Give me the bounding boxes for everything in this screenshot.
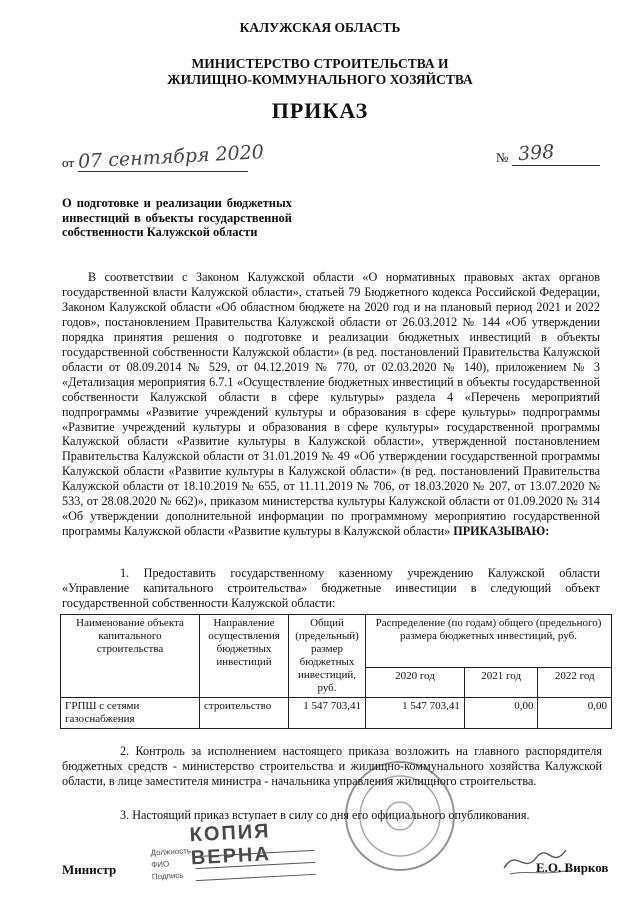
document-title: ПРИКАЗ xyxy=(271,98,369,123)
cell-2020: 1 547 703,41 xyxy=(366,698,465,729)
preamble-action: ПРИКАЗЫВАЮ: xyxy=(453,524,550,539)
number-prefix: № xyxy=(496,150,509,165)
preamble-text: В соответствии с Законом Калужской области «О нормативных правовых актах органов государственной власти Калужской области», статьей 79 Бюджетного кодекса Российской Федерации, Законом Калужской области «Об областном бюджете на 2020 год и на плановый период 2021 и 2022 годов», постановлением Правительства Калужской области от 26.03.2012 № 144 «Об утверждении порядка принятия решения о подготовке и реализации бюджетных инвестиций в объекты государственной собственности Калужской области» (в ред. постановлений Правительства Калужской области от 08.09.2014 № 529, от 04.12.2019 № 770, от 02.03.2020 № 140), приложением № 3 «Детализация мероприятия 6.7.1 «Осуществление бюджетных инвестиций в объекты государственной собственности Калужской области в сфере культуры» раздела 4 «Перечень мероприятий подпрограммы «Развитие учреждений культуры и образования в сфере культуры» подпрограммы «Развитие учреждений культуры и образования в сфере культуры» государственной программы Калужской области «Развитие культуры в Калужской области», утвержденной постановлением Правительства Калужской области от 31.01.2019 № 49 «Об утверждении государственной программы Калужской области «Развитие культуры в Калужской области» (в ред. постановлений Правительства Калужской области от 18.10.2019 № 655, от 11.11.2019 № 706, от 18.03.2020 № 207, от 13.07.2020 № 533, от 28.08.2020 № 662)», приказом министерства культуры Калужской области от 01.09.2020 № 314 «Об утверждении дополнительной информации по программному мероприятию государственной программы Калужской области «Развитие культуры в Калужской области» xyxy=(62,270,600,539)
stamp-line xyxy=(196,874,316,881)
stamp-row-name: ФИО xyxy=(150,859,170,870)
round-seal-icon xyxy=(330,756,470,876)
header-year-2022: 2022 год xyxy=(538,667,612,698)
stamp-row-position: Должность xyxy=(150,846,192,858)
header-year-2021: 2021 год xyxy=(464,667,538,698)
region-heading: КАЛУЖСКАЯ ОБЛАСТЬ xyxy=(239,20,401,35)
cell-2022: 0,00 xyxy=(538,698,612,729)
cell-object: ГРПШ с сетями газоснабжения xyxy=(61,698,200,729)
ministry-heading xyxy=(0,56,640,88)
header-distribution: Распределение (по годам) общего (предельного) размера бюджетных инвестиций, руб. xyxy=(366,615,612,668)
header-total: Общий (предельный) размер бюджетных инвестиций, руб. xyxy=(289,615,366,698)
number-underline xyxy=(512,165,600,166)
date-prefix: от xyxy=(62,155,75,170)
handwritten-number: 398 xyxy=(517,140,555,166)
item-2: 2. Контроль за исполнением настоящего приказа возложить на главного распорядителя бюджетных средств - министерство строительства и жилищно-коммунального хозяйства Калужской области, в лице заместителя министра - начальника управления жилищного строительства. xyxy=(62,744,602,788)
cell-total: 1 547 703,41 xyxy=(289,698,366,729)
cell-direction: строительство xyxy=(200,698,289,729)
ministry-line-1: МИНИСТЕРСТВО СТРОИТЕЛЬСТВА И xyxy=(191,56,449,71)
signatory-name: Е.О. Вирков xyxy=(536,860,609,875)
stamp-row-signature: Подпись xyxy=(151,870,184,882)
investment-table xyxy=(60,614,612,729)
header-object: Наименование объекта капитального строительства xyxy=(61,615,200,698)
date-underline xyxy=(78,171,248,172)
cell-2021: 0,00 xyxy=(464,698,538,729)
table-row xyxy=(61,698,612,729)
stamp-title: КОПИЯ ВЕРНА xyxy=(189,820,272,870)
signatory-position: Министр xyxy=(62,862,117,877)
ministry-line-2: ЖИЛИЩНО-КОММУНАЛЬНОГО ХОЗЯЙСТВА xyxy=(167,72,473,87)
certified-copy-stamp xyxy=(138,795,332,885)
table-header-row xyxy=(61,615,612,668)
item-1: 1. Предоставить государственному казенному учреждению Калужской области «Управление капитального строительства» бюджетные инвестиции в следующий объект государственной собственности Калужской области: xyxy=(62,566,600,610)
order-subject: О подготовке и реализации бюджетных инвестиций в объекты государственной собственности Калужской области xyxy=(62,196,292,240)
header-direction: Направление осуществления бюджетных инвестиций xyxy=(200,615,289,698)
header-year-2020: 2020 год xyxy=(366,667,465,698)
item-3: 3. Настоящий приказ вступает в силу со дня его официального опубликования. xyxy=(120,808,530,822)
preamble-paragraph xyxy=(62,270,600,539)
handwritten-date: 07 сентября 2020 xyxy=(77,141,265,173)
